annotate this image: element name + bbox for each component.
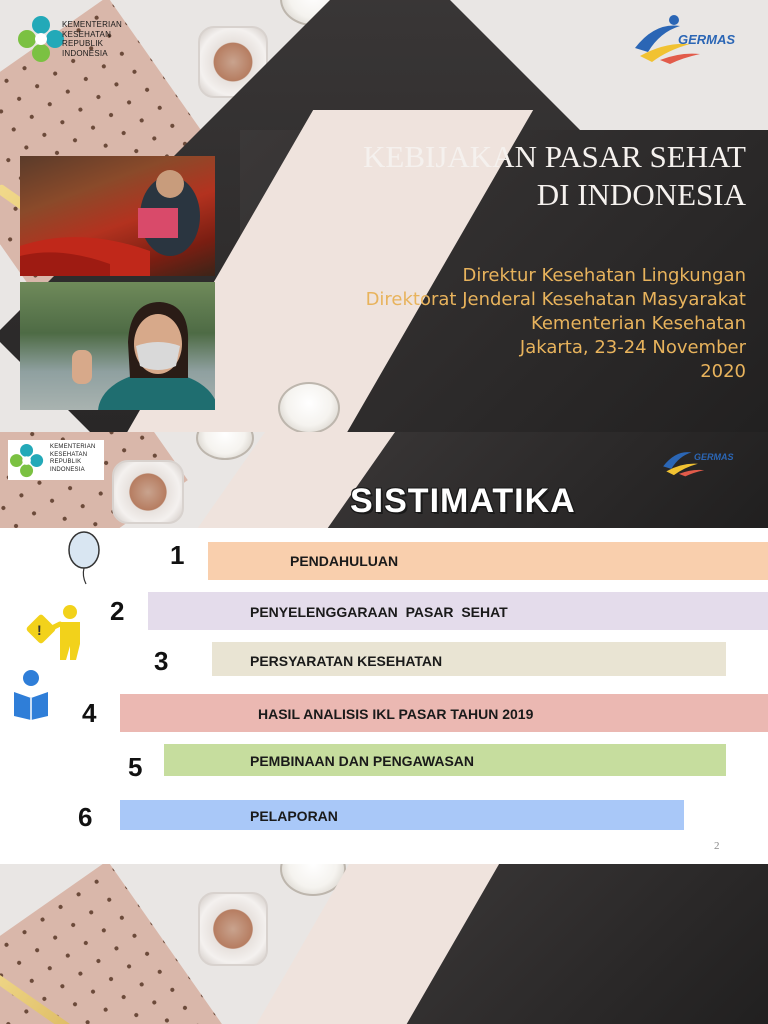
subtitle-line: Jakarta, 23-24 November	[519, 337, 746, 358]
reading-person-icon	[10, 668, 52, 720]
masked-person-photo	[20, 282, 215, 410]
kemenkes-logo	[8, 440, 104, 480]
germas-label: GERMAS	[694, 452, 734, 462]
germas-logo	[660, 442, 760, 482]
logo-line: KEMENTERIAN	[50, 444, 96, 450]
item-number: 6	[78, 802, 93, 832]
item-label: PENDAHULUAN	[290, 553, 399, 569]
logo-line: INDONESIA	[50, 466, 85, 473]
germas-logo	[630, 12, 736, 64]
warning-person-icon	[26, 604, 90, 662]
item-label: PEMBINAAN DAN PENGAWASAN	[250, 753, 475, 769]
item-number: 3	[154, 646, 169, 676]
masked-person-icon	[20, 282, 215, 410]
cap-decor-2	[278, 382, 340, 432]
kemenkes-logo-icon	[10, 444, 34, 468]
subtitle-line: Direktorat Jenderal Kesehatan Masyarakat	[365, 289, 746, 310]
germas-label: GERMAS	[678, 32, 736, 47]
market-photo	[20, 156, 215, 276]
agenda-item-pendahuluan[interactable]	[208, 542, 768, 580]
next-slide-preview	[0, 864, 768, 1024]
svg-text:!: !	[37, 622, 42, 638]
item-label: PELAPORAN	[250, 808, 338, 824]
item-label: PENYELENGGARAAN PASAR SEHAT	[250, 604, 508, 620]
agenda-item-pelaporan[interactable]	[120, 800, 684, 830]
item-number: 2	[110, 596, 125, 626]
item-label: HASIL ANALISIS IKL PASAR TAHUN 2019	[258, 706, 534, 722]
balloon-icon	[64, 530, 108, 586]
agenda-item-pembinaan[interactable]	[164, 744, 726, 776]
item-number: 5	[128, 752, 143, 782]
jar-decor	[198, 892, 268, 966]
agenda-title: SISTIMATIKA	[350, 482, 576, 520]
item-number: 1	[170, 540, 185, 570]
kemenkes-logo-icon	[18, 16, 64, 62]
subtitle-line: Kementerian Kesehatan	[530, 313, 746, 334]
logo-line: REPUBLIK	[50, 459, 82, 465]
item-number: 4	[82, 698, 97, 728]
page-number: 2	[714, 840, 720, 852]
logo-line: KESEHATAN	[50, 451, 88, 458]
title-slide	[0, 0, 768, 432]
kemenkes-logo	[18, 14, 138, 70]
title-line: KEBIJAKAN PASAR SEHAT	[363, 139, 746, 174]
slide-title	[280, 138, 746, 214]
item-label: PERSYARATAN KESEHATAN	[250, 653, 443, 669]
jar-decor	[112, 460, 184, 524]
logo-line: INDONESIA	[62, 48, 108, 58]
agenda-item-hasil-analisis[interactable]	[120, 694, 768, 732]
agenda-slide	[0, 432, 768, 864]
logo-line: KESEHATAN	[62, 29, 112, 39]
cap-decor	[196, 432, 254, 460]
agenda-item-penyelenggaraan[interactable]	[148, 592, 768, 630]
agenda-item-persyaratan[interactable]	[212, 642, 726, 676]
logo-line: REPUBLIK	[62, 39, 104, 48]
logo-line: KEMENTERIAN	[62, 20, 122, 29]
market-scene-icon	[20, 156, 215, 276]
slide-subtitle	[240, 264, 746, 384]
subtitle-line: 2020	[700, 361, 746, 382]
title-line: DI INDONESIA	[536, 177, 746, 212]
subtitle-line: Direktur Kesehatan Lingkungan	[462, 265, 746, 286]
